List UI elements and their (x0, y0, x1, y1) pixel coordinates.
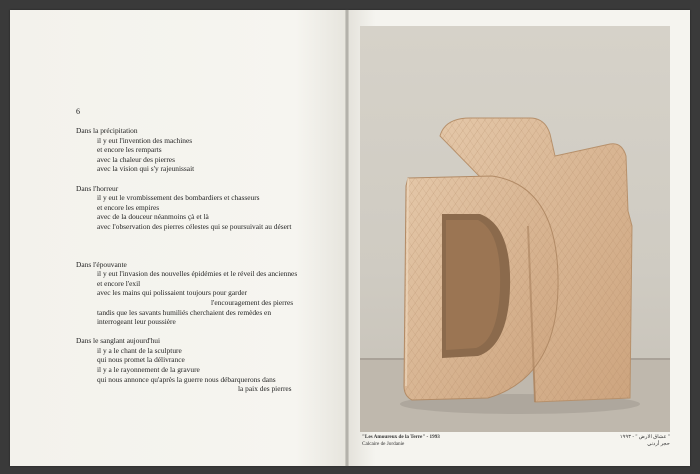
poem-line: il y eut le vrombissement des bombardiers et chasseurs (97, 193, 260, 203)
caption-title: "Les Amoureux de la Terre" - 1993 (362, 434, 440, 440)
poem-line: et encore les remparts (97, 145, 162, 155)
poem-line: avec la vision qui s'y rajeunissait (97, 164, 195, 174)
sculpture-illustration (360, 26, 670, 432)
poem-line: interrogeant leur poussière (97, 317, 176, 327)
photo-caption (362, 434, 440, 448)
poem-line: et encore les empires (97, 202, 160, 212)
poem-stanza (76, 260, 326, 327)
poem-line: il y eut l'invasion des nouvelles épidémies et le réveil des anciennes (97, 269, 298, 279)
page-number: 6 (76, 107, 80, 116)
poem-line: Dans l'épouvante (76, 259, 127, 269)
poem-line: il y a le rayonnement de la gravure (97, 365, 200, 375)
poem-stanza (76, 336, 326, 394)
poem-line: qui nous annonce qu'après la guerre nous débarquerons dans (97, 374, 276, 384)
poem (76, 126, 326, 403)
caption-arabic-title: " عشاق الارض " - ١٩٩٣ (619, 434, 670, 440)
caption-arabic-material: حجر أردني (647, 441, 670, 447)
poem-line: Dans le sanglant aujourd'hui (76, 336, 161, 346)
poem-line: avec la chaleur des pierres (97, 154, 175, 164)
poem-line: il y a le chant de la sculpture (97, 345, 182, 355)
poem-line: Dans l'horreur (76, 183, 119, 193)
photo-caption-arabic (604, 434, 670, 448)
caption-material: Calcaire de Jordanie (362, 441, 405, 447)
poem-line: la paix des pierres (238, 384, 292, 394)
poem-line: il y eut l'invention des machines (97, 135, 193, 145)
poem-line: avec les mains qui polissaient toujours pour garder (97, 288, 248, 298)
poem-line: avec l'observation des pierres célestes qui se poursuivait au désert (97, 221, 292, 231)
poem-stanza (76, 126, 326, 174)
poem-line: Dans la précipitation (76, 126, 138, 135)
sculpture-photo (360, 26, 670, 432)
poem-line: et encore l'exil (97, 278, 141, 288)
poem-line: avec de la douceur néanmoins çà et là (97, 212, 209, 222)
book-gutter (345, 10, 349, 466)
poem-line: qui nous promet la délivrance (97, 355, 185, 365)
poem-line: tandis que les savants humiliés cherchaient des remèdes en (97, 307, 272, 317)
poem-line: l'encouragement des pierres (211, 297, 294, 307)
poem-stanza (76, 184, 326, 232)
